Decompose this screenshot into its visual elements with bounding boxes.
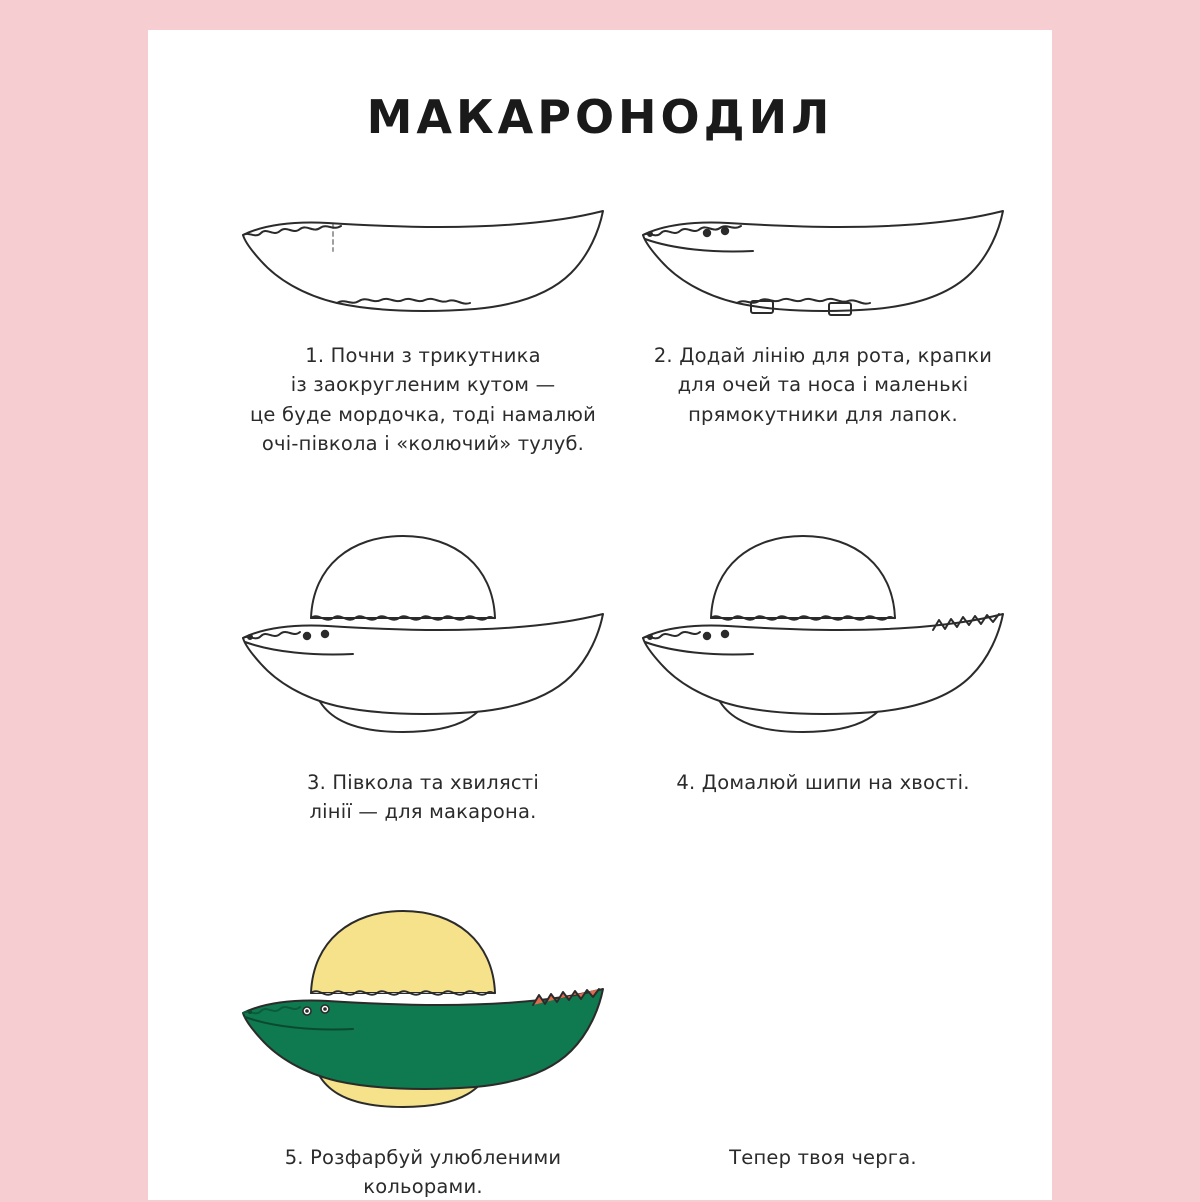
worksheet-page [148, 30, 1052, 1200]
step-5-caption: 5. Розфарбуй улюбленими кольорами. [284, 1146, 562, 1199]
step-3-caption: 3. Півкола та хвилясті лінії — для макарона. [306, 771, 539, 824]
macaron-top-shell-step3 [311, 536, 495, 618]
croc-outline-step5 [243, 989, 603, 1089]
step-3-illustration [208, 520, 638, 750]
step-6-blank-area[interactable] [608, 895, 1038, 1125]
step-1-illustration [208, 205, 638, 325]
croc-nostril-step3 [248, 635, 252, 639]
macaron-top-ruffle-step5 [311, 991, 495, 994]
macaron-top-shell-step4 [711, 536, 895, 618]
croc-outline-step3 [243, 614, 603, 714]
croc-belly-step1 [337, 299, 470, 304]
step-4 [608, 520, 1038, 797]
croc-eye-left-step2 [704, 230, 710, 236]
step-5-illustration [208, 895, 638, 1125]
page-title: МАКАРОНОДИЛ [366, 90, 834, 144]
croc-nostril-step5 [248, 1010, 252, 1014]
croc-pupil-left-step5 [305, 1009, 309, 1013]
croc-pupil-right-step5 [323, 1007, 327, 1011]
step-1-caption: 1. Почни з трикутника із заокругленим кутом — це буде мордочка, тоді намалюй очі-півкола і «колючий» тулуб. [249, 344, 597, 455]
macaron-top-shell-step5 [311, 911, 495, 993]
croc-eye-right-step3 [322, 631, 328, 637]
step-4-illustration [608, 520, 1038, 750]
step-5 [208, 895, 638, 1202]
croc-nostril-step4 [648, 635, 652, 639]
step-3 [208, 520, 638, 827]
croc-outline-step1 [243, 211, 603, 311]
croc-outline-step4 [643, 614, 1003, 714]
croc-eye-left-step3 [304, 633, 310, 639]
step-2 [608, 205, 1038, 429]
step-4-caption: 4. Домалюй шипи на хвості. [676, 771, 970, 794]
step-6-caption: Тепер твоя черга. [729, 1146, 917, 1169]
croc-foot-right-step2 [829, 303, 851, 315]
step-6 [608, 895, 1038, 1172]
croc-mouth-line-step2 [645, 239, 753, 252]
step-2-caption: 2. Додай лінію для рота, крапки для очей та носа і маленькі прямокутники для лапок. [653, 344, 993, 426]
croc-nostril-step2 [648, 232, 652, 236]
croc-eye-right-step2 [722, 228, 728, 234]
croc-spine-step1 [243, 226, 341, 235]
croc-eye-right-step4 [722, 631, 728, 637]
croc-outline-step2 [643, 211, 1003, 311]
step-1 [208, 205, 638, 458]
step-2-illustration [608, 205, 1038, 325]
croc-eye-left-step4 [704, 633, 710, 639]
